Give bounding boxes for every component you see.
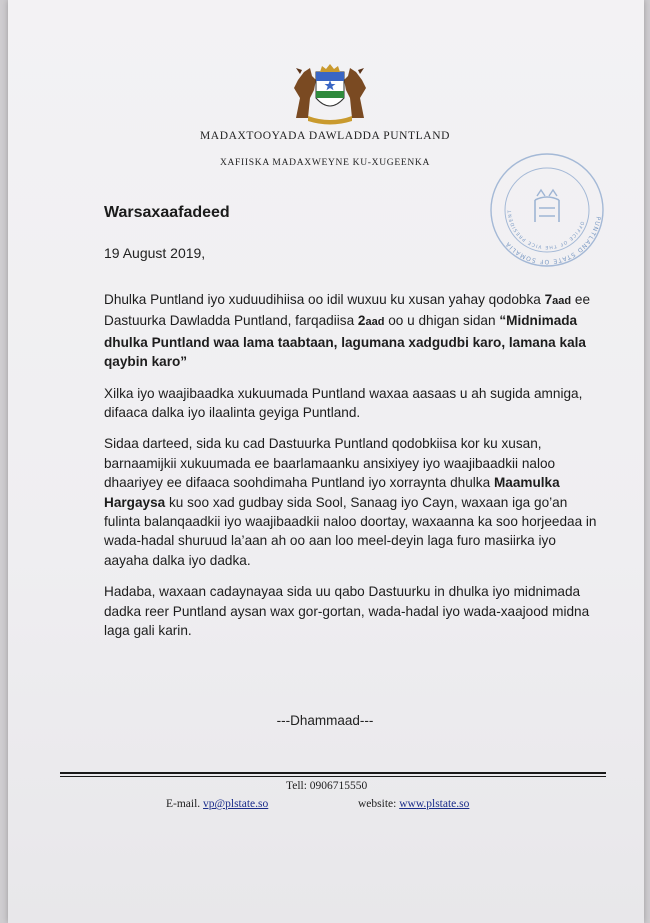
- office-stamp-icon: [487, 150, 607, 270]
- constitution-quote: “Midnimada dhulka Puntland waa lama taabtaan, lagumana xadgudbi karo, lamana kala qaybin karo”: [104, 313, 586, 370]
- closing-mark: ---Dhammaad---: [276, 713, 374, 728]
- paragraph-3: Sidaa darteed, sida ku cad Dastuurka Puntland qodobkiisa kor ku xusan, barnaamijkii xukuumada ee baarlamaanku ansixiyey iyo waajibaadkii naloo dhaariyey ee difaaca soohdimaha Puntland iyo xorraynta dhulka Maamulka Hargaysa ku soo xad gudbay sida Sool, Sanaag iyo Cayn, waxaan iga go’an fulinta balanqaadkii iyo waajibaadkii naloo doortay, waxaanna ka soo horjeedaa in wada-hadal shuruud la’aan ah oo aan loo meel-deyin laga furo masiirka iyo aayaha dalka iyo dadka.: [104, 436, 597, 568]
- puntland-coat-of-arms-icon: [286, 58, 374, 126]
- footer-email: E-mail. vp@plstate.so: [166, 798, 269, 810]
- footer-divider: [60, 772, 606, 774]
- document-date: 19 August 2019,: [104, 245, 206, 261]
- email-link[interactable]: vp@plstate.so: [203, 798, 269, 810]
- stamp-outer-text: PUNTLAND STATE OF SOMALIA: [504, 215, 602, 266]
- office-name: XAFIISKA MADAXWEYNE KU-XUGEENKA: [219, 158, 431, 168]
- organization-name: MADAXTOOYADA DAWLADDA PUNTLAND: [199, 130, 451, 142]
- website-link[interactable]: www.plstate.so: [399, 798, 470, 810]
- footer-website: website: www.plstate.so: [358, 798, 470, 810]
- paragraph-4: Hadaba, waxaan cadaynayaa sida uu qabo Dastuurku in dhulka iyo midnimada dadka reer Puntland aysan wax gor-gortan, wada-hadal iyo wada-xaajood midna laga gali karin.: [104, 584, 590, 639]
- letter-body: [104, 290, 600, 653]
- footer-divider-thin: [60, 776, 606, 777]
- paragraph-2: Xilka iyo waajibaadka xukuumada Puntland waxaa aasaas u ah sugida amniga, difaaca dalka iyo ilaalinta geyiga Puntland.: [104, 385, 583, 421]
- paragraph-1: Dhulka Puntland iyo xuduudihiisa oo idil wuxuu ku xusan yahay qodobka 7aad ee Dastuurka Dawladda Puntland, farqadiisa 2aad oo u dhigan sidan “Midnimada dhulka Puntland waa lama taabtaan, lagumana xadgudbi karo, lamana kala qaybin karo”: [104, 292, 591, 370]
- stamp-inner-text: OFFICE OF THE VICE PRESIDENT: [507, 209, 585, 250]
- document-heading: Warsaxaafadeed: [104, 204, 230, 221]
- footer-telephone: Tell: 0906715550: [286, 780, 368, 792]
